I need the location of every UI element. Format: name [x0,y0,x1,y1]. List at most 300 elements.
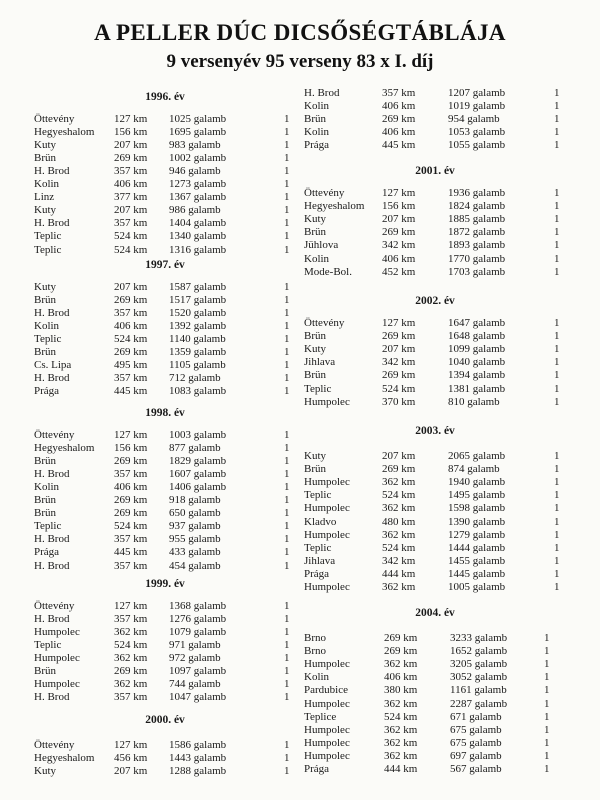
race-location: Brün [34,507,56,520]
race-location: Humpolec [304,736,350,749]
race-location: Humpolec [304,658,350,671]
race-distance: 207 km [114,280,148,293]
race-placement: 1 [284,678,290,691]
race-bird-count: 3052 galamb [450,671,508,684]
race-placement: 1 [554,554,560,567]
race-row [304,529,566,541]
race-distance: 127 km [114,112,148,125]
race-location: H. Brod [34,306,70,319]
race-placement: 1 [544,645,550,658]
race-distance: 357 km [114,467,148,480]
race-placement: 1 [554,382,560,395]
race-distance: 406 km [382,252,416,265]
race-row [304,737,566,749]
race-placement: 1 [284,332,290,345]
race-placement: 1 [284,243,290,256]
race-bird-count: 1381 galamb [448,382,506,395]
race-distance: 524 km [382,382,416,395]
race-location: Kolin [304,100,330,113]
race-row [34,372,296,384]
race-location: Prága [304,139,330,152]
race-distance: 370 km [382,395,416,408]
race-bird-count: 3205 galamb [450,658,508,671]
race-distance: 362 km [382,581,416,593]
race-placement: 1 [284,319,290,332]
race-placement: 1 [284,625,290,638]
race-bird-count: 1055 galamb [448,139,506,152]
race-bird-count: 971 galamb [169,638,221,651]
race-row [304,126,566,138]
race-row [304,356,566,368]
race-location: H. Brod [34,691,70,704]
race-distance: 495 km [114,359,148,372]
race-bird-count: 433 galamb [169,546,221,559]
race-bird-count: 2065 galamb [448,450,506,462]
race-row [34,191,296,203]
race-bird-count: 918 galamb [169,494,221,506]
race-placement: 1 [284,293,290,306]
race-location: Teplic [34,638,62,651]
race-placement: 1 [284,372,290,385]
race-placement: 1 [554,369,560,382]
race-distance: 127 km [382,317,416,329]
race-bird-count: 1703 galamb [448,265,506,278]
year-heading: 1999. év [145,578,185,590]
race-bird-count: 986 galamb [169,204,221,217]
race-location: Humpolec [34,651,80,664]
race-bird-count: 1099 galamb [448,343,506,356]
race-row [304,724,566,736]
race-row [304,87,566,99]
race-location: Brün [304,369,326,382]
race-distance: 127 km [114,739,148,751]
race-placement: 1 [284,280,290,293]
race-distance: 524 km [114,520,148,533]
race-location: Prága [34,385,60,398]
race-bird-count: 1607 galamb [169,467,227,480]
race-location: Kolin [34,480,60,493]
race-row [304,476,566,488]
race-distance: 362 km [384,723,418,736]
race-row [304,383,566,395]
race-location: Brün [34,151,56,164]
race-location: Prága [34,546,60,559]
race-bird-count: 675 galamb [450,736,502,749]
race-location: Brün [304,113,326,126]
race-placement: 1 [284,441,290,454]
race-distance: 207 km [114,765,148,778]
race-distance: 207 km [382,450,416,462]
race-placement: 1 [544,749,550,762]
race-bird-count: 1276 galamb [169,612,227,625]
race-row [34,665,296,677]
year-heading: 2001. év [415,165,455,177]
race-placement: 1 [284,480,290,493]
race-bird-count: 1005 galamb [448,581,506,593]
race-bird-count: 567 galamb [450,763,502,775]
race-location: Brün [34,346,56,358]
race-bird-count: 675 galamb [450,723,502,736]
race-distance: 444 km [384,763,418,775]
race-placement: 1 [284,191,290,204]
race-placement: 1 [554,252,560,265]
race-bird-count: 1097 galamb [169,665,227,677]
race-location: Öttevény [34,112,75,125]
race-bird-count: 1316 galamb [169,243,227,256]
race-bird-count: 1083 galamb [169,385,227,398]
race-distance: 524 km [114,332,148,345]
race-bird-count: 697 galamb [450,749,502,762]
race-row [34,455,296,467]
race-location: H. Brod [34,559,70,572]
race-location: Hegyeshalom [304,200,365,213]
race-location: Humpolec [304,697,350,710]
race-placement: 1 [284,691,290,704]
race-row [304,200,566,212]
race-placement: 1 [544,736,550,749]
race-distance: 377 km [114,191,148,204]
race-distance: 357 km [114,612,148,625]
race-location: Brün [34,454,56,467]
race-row [34,600,296,612]
race-distance: 362 km [114,651,148,664]
race-distance: 357 km [114,164,148,177]
race-distance: 406 km [382,100,416,113]
race-bird-count: 1455 galamb [448,554,506,567]
race-bird-count: 1406 galamb [169,480,227,493]
race-row [304,369,566,381]
race-bird-count: 1517 galamb [169,293,227,306]
race-location: Brün [304,463,326,476]
race-row [304,266,566,278]
race-distance: 269 km [382,463,416,476]
race-placement: 1 [284,533,290,546]
race-placement: 1 [554,226,560,239]
race-placement: 1 [284,494,290,506]
race-row [304,568,566,580]
race-distance: 524 km [382,541,416,554]
race-bird-count: 1105 galamb [169,359,226,372]
race-bird-count: 1404 galamb [169,217,227,230]
race-bird-count: 1392 galamb [169,319,227,332]
race-row [304,542,566,554]
race-distance: 342 km [382,554,416,567]
race-location: Humpolec [304,581,350,593]
race-bird-count: 1445 galamb [448,567,506,580]
race-location: Humpolec [304,502,350,515]
race-placement: 1 [284,559,290,572]
race-row [34,613,296,625]
race-distance: 362 km [384,697,418,710]
race-placement: 1 [554,87,560,99]
race-location: Öttevény [304,187,345,199]
race-placement: 1 [284,765,290,778]
race-location: Brün [304,330,326,343]
race-placement: 1 [284,507,290,520]
race-bird-count: 1359 galamb [169,346,227,358]
race-bird-count: 1936 galamb [448,187,506,199]
race-row [34,359,296,371]
race-distance: 445 km [382,139,416,152]
race-row [34,178,296,190]
race-bird-count: 1161 galamb [450,684,507,697]
race-placement: 1 [284,217,290,230]
race-distance: 524 km [114,230,148,243]
race-bird-count: 1079 galamb [169,625,227,638]
race-row [34,494,296,506]
race-location: Kuty [34,280,56,293]
race-location: Prága [304,763,330,775]
race-placement: 1 [544,723,550,736]
race-bird-count: 744 galamb [169,678,221,691]
race-row [304,763,566,775]
race-distance: 269 km [384,632,418,644]
race-bird-count: 1002 galamb [169,151,227,164]
page-title: A PELLER DÚC DICSŐSÉGTÁBLÁJA [94,20,506,45]
race-location: Kuty [304,343,326,356]
race-location: Humpolec [304,749,350,762]
race-row [34,546,296,558]
race-distance: 342 km [382,239,416,252]
race-placement: 1 [284,164,290,177]
race-placement: 1 [284,454,290,467]
race-row [34,626,296,638]
race-bird-count: 1824 galamb [448,200,506,213]
race-distance: 207 km [382,213,416,226]
race-distance: 269 km [382,330,416,343]
race-location: Jihlava [304,356,336,369]
race-distance: 342 km [382,356,416,369]
race-distance: 524 km [384,710,418,723]
race-distance: 269 km [114,507,148,520]
race-row [34,113,296,125]
year-heading: 2000. év [145,714,185,726]
race-location: Hegyeshalom [34,441,95,454]
race-location: Hegyeshalom [34,752,95,765]
race-placement: 1 [284,306,290,319]
race-bird-count: 650 galamb [169,507,221,520]
race-row [304,226,566,238]
race-placement: 1 [554,100,560,113]
race-row [304,139,566,151]
race-placement: 1 [554,463,560,476]
race-distance: 207 km [114,204,148,217]
race-row [304,658,566,670]
race-bird-count: 1893 galamb [448,239,506,252]
race-distance: 362 km [384,736,418,749]
race-row [34,765,296,777]
race-bird-count: 671 galamb [450,710,502,723]
race-location: Kolin [34,319,60,332]
race-placement: 1 [544,671,550,684]
race-distance: 362 km [384,658,418,671]
race-row [34,752,296,764]
race-distance: 362 km [382,476,416,489]
race-distance: 269 km [382,226,416,239]
race-row [34,126,296,138]
race-bird-count: 1047 galamb [169,691,227,704]
race-row [304,489,566,501]
race-row [304,113,566,125]
race-distance: 406 km [382,126,416,139]
race-bird-count: 1598 galamb [448,502,506,515]
race-placement: 1 [284,665,290,677]
race-distance: 269 km [384,645,418,658]
race-row [34,320,296,332]
race-bird-count: 1885 galamb [448,213,506,226]
race-location: Hegyeshalom [34,125,95,138]
race-placement: 1 [284,112,290,125]
race-bird-count: 874 galamb [448,463,500,476]
race-bird-count: 1140 galamb [169,332,226,345]
race-bird-count: 1394 galamb [448,369,506,382]
race-location: Kuty [34,138,56,151]
race-distance: 406 km [384,671,418,684]
race-placement: 1 [284,151,290,164]
race-location: H. Brod [34,164,70,177]
race-location: Humpolec [34,678,80,691]
race-location: Öttevény [304,317,345,329]
race-row [304,239,566,251]
race-row [34,217,296,229]
race-distance: 524 km [114,638,148,651]
race-distance: 357 km [114,217,148,230]
race-location: Brün [34,293,56,306]
race-row [304,698,566,710]
race-location: Brün [304,226,326,239]
race-row [304,632,566,644]
race-placement: 1 [284,612,290,625]
race-row [304,581,566,593]
race-placement: 1 [554,213,560,226]
race-bird-count: 1587 galamb [169,280,227,293]
year-heading: 1998. év [145,407,185,419]
year-heading: 1997. év [145,259,185,271]
race-placement: 1 [544,658,550,671]
race-placement: 1 [284,520,290,533]
race-bird-count: 1648 galamb [448,330,506,343]
race-location: Teplic [34,230,62,243]
race-row [34,307,296,319]
race-bird-count: 937 galamb [169,520,221,533]
race-location: H. Brod [304,87,340,99]
race-location: H. Brod [34,372,70,385]
race-row [34,652,296,664]
race-bird-count: 1940 galamb [448,476,506,489]
race-distance: 362 km [382,502,416,515]
race-location: Humpolec [304,395,350,408]
race-placement: 1 [284,467,290,480]
race-bird-count: 1443 galamb [169,752,227,765]
race-distance: 269 km [114,346,148,358]
race-placement: 1 [284,638,290,651]
race-location: Kolin [304,252,330,265]
race-bird-count: 1829 galamb [169,454,227,467]
race-bird-count: 1279 galamb [448,528,506,541]
race-distance: 269 km [382,113,416,126]
race-location: Brün [34,494,56,506]
race-distance: 127 km [382,187,416,199]
race-location: Humpolec [304,723,350,736]
race-row [34,244,296,256]
race-location: Teplic [304,382,332,395]
race-distance: 480 km [382,515,416,528]
race-location: Mode-Bol. [304,265,352,278]
race-row [304,396,566,408]
race-row [34,560,296,572]
race-location: H. Brod [34,467,70,480]
race-bird-count: 1368 galamb [169,599,227,612]
race-placement: 1 [554,450,560,462]
race-row [34,333,296,345]
race-row [304,317,566,329]
race-distance: 444 km [382,567,416,580]
race-placement: 1 [284,204,290,217]
race-distance: 524 km [114,243,148,256]
race-distance: 445 km [114,385,148,398]
race-placement: 1 [554,581,560,593]
race-bird-count: 1053 galamb [448,126,506,139]
race-bird-count: 955 galamb [169,533,221,546]
race-bird-count: 1444 galamb [448,541,506,554]
race-location: Humpolec [304,528,350,541]
race-location: H. Brod [34,612,70,625]
race-distance: 269 km [114,494,148,506]
race-bird-count: 946 galamb [169,164,221,177]
race-location: Kolin [34,178,60,190]
race-row [304,330,566,342]
race-location: Cs. Lipa [34,359,72,372]
race-location: Öttevény [34,599,75,612]
race-location: Brün [34,665,56,677]
race-placement: 1 [554,139,560,152]
race-placement: 1 [544,763,550,775]
race-bird-count: 877 galamb [169,441,221,454]
race-placement: 1 [554,343,560,356]
race-bird-count: 1003 galamb [169,428,227,441]
race-distance: 357 km [114,559,148,572]
race-location: Linz [34,191,55,204]
race-placement: 1 [284,138,290,151]
race-distance: 362 km [114,625,148,638]
race-location: H. Brod [34,533,70,546]
year-heading: 2003. év [415,425,455,437]
race-row [304,100,566,112]
race-placement: 1 [284,178,290,190]
race-location: Teplice [304,710,337,723]
race-location: Kolin [304,126,330,139]
race-bird-count: 1273 galamb [169,178,227,190]
race-location: Öttevény [34,739,75,751]
race-distance: 269 km [114,151,148,164]
race-location: Humpolec [304,476,350,489]
race-placement: 1 [554,515,560,528]
race-distance: 445 km [114,546,148,559]
race-placement: 1 [544,710,550,723]
year-heading: 1996. év [145,91,185,103]
race-distance: 269 km [114,293,148,306]
race-location: Kuty [34,204,56,217]
race-row [34,204,296,216]
race-location: Humpolec [34,625,80,638]
race-placement: 1 [554,265,560,278]
race-row [34,429,296,441]
race-bird-count: 1367 galamb [169,191,227,204]
race-bird-count: 712 galamb [169,372,221,385]
race-location: Teplic [34,520,62,533]
race-distance: 406 km [114,480,148,493]
race-row [34,165,296,177]
